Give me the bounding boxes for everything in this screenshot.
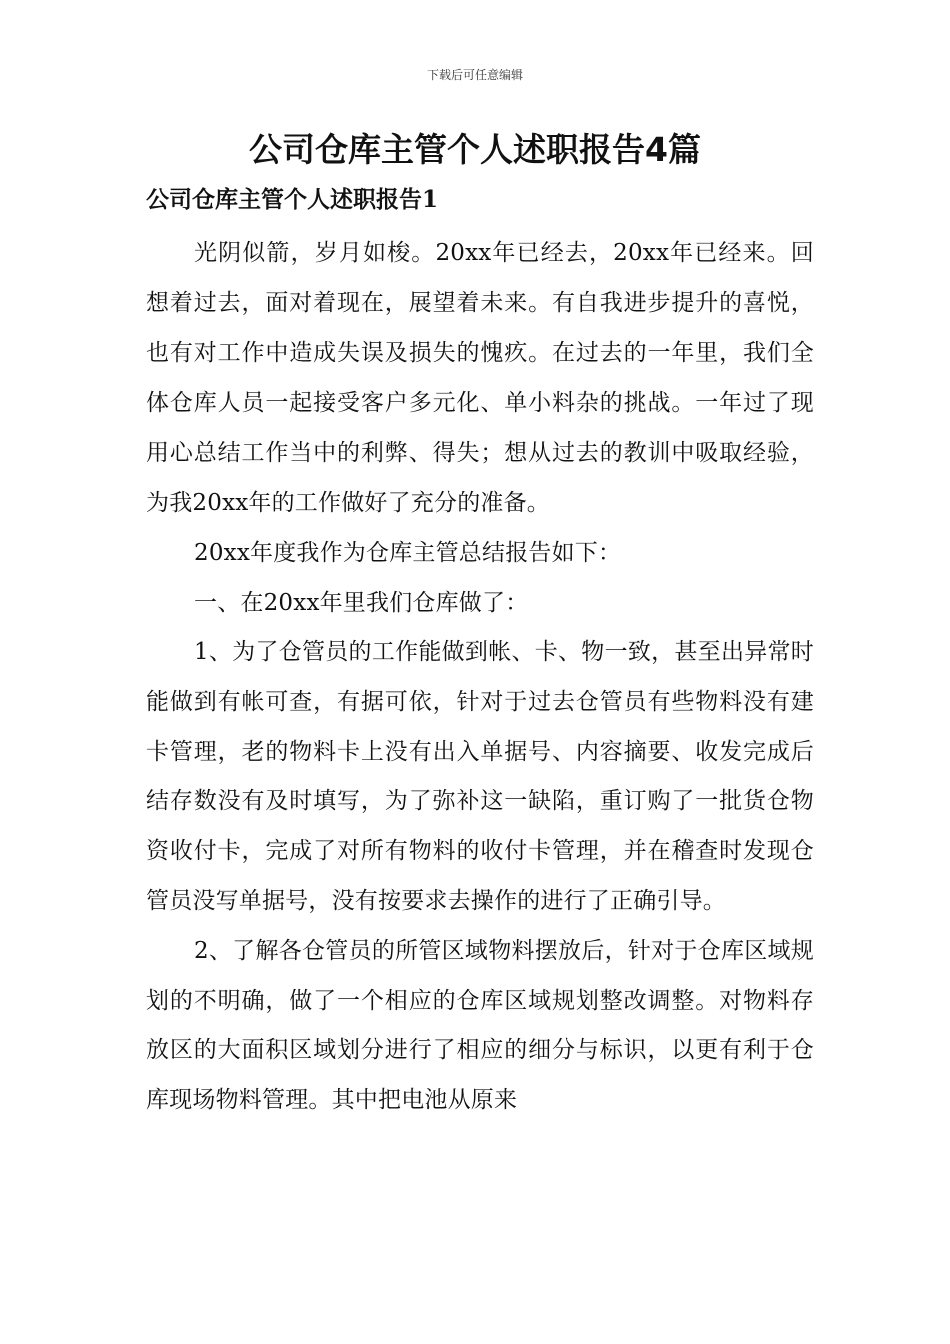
section-title: 公司仓库主管个人述职报告1 <box>146 186 439 213</box>
document-title: 公司仓库主管个人述职报告4篇 <box>249 130 701 169</box>
paragraph-intro: 光阴似箭，岁月如梭。20xx年已经去，20xx年已经来。回想着过去，面对着现在，展望着未来。有自我进步提升的喜悦，也有对工作中造成失误及损失的愧疚。在过去的一年里，我们全体仓库人员一起接受客户多元化、单小料杂的挑战。一年过了现用心总结工作当中的利弊、得失；想从过去的教训中吸取经验，为我20xx年的工作做好了充分的准备。 <box>146 240 814 516</box>
document-body <box>146 228 814 1126</box>
paragraph-summary-lead: 20xx年度我作为仓库主管总结报告如下： <box>194 540 622 566</box>
paragraph-item-1: 1、为了仓管员的工作能做到帐、卡、物一致，甚至出异常时能做到有帐可查，有据可依，针对于过去仓管员有些物料没有建卡管理，老的物料卡上没有出入单据号、内容摘要、收发完成后结存数没有及时填写，为了弥补这一缺陷，重订购了一批货仓物资收付卡，完成了对所有物料的收付卡管理，并在稽查时发现仓管员没写单据号，没有按要求去操作的进行了正确引导。 <box>146 639 814 914</box>
paragraph-item-2: 2、了解各仓管员的所管区域物料摆放后，针对于仓库区域规划的不明确，做了一个相应的仓库区域规划整改调整。对物料存放区的大面积区域划分进行了相应的细分与标识，以更有利于仓库现场物料管理。其中把电池从原来 <box>146 937 814 1114</box>
header-note: 下载后可任意编辑 <box>426 68 523 82</box>
paragraph-heading-one: 一、在20xx年里我们仓库做了： <box>194 590 529 616</box>
